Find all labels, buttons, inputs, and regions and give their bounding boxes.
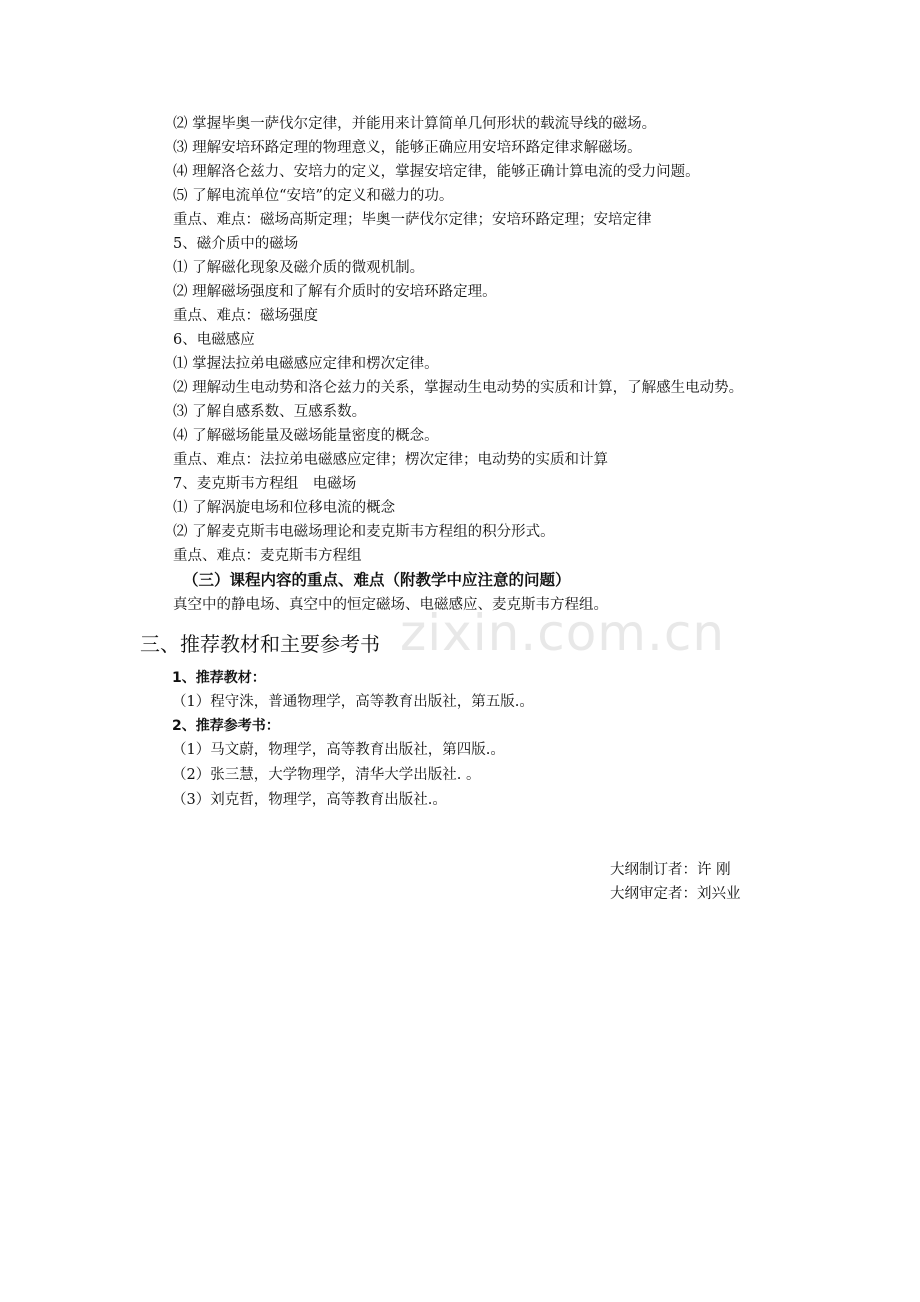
reference-item: （1）马文蔚，物理学，高等教育出版社，第四版.。	[172, 742, 505, 758]
key-points: 重点、难点：法拉弟电磁感应定律；楞次定律；电动势的实质和计算	[173, 452, 608, 468]
reference-label: 2、推荐参考书：	[172, 718, 280, 734]
list-item: ⑷ 了解磁场能量及磁场能量密度的概念。	[173, 428, 439, 444]
focus-body: 真空中的静电场、真空中的恒定磁场、电磁感应、麦克斯韦方程组。	[173, 597, 608, 613]
author-signature: 大纲制订者：许 刚	[610, 862, 731, 878]
key-points: 重点、难点：磁场强度	[173, 308, 318, 324]
textbook-label: 1、推荐教材：	[172, 670, 266, 686]
list-item: ⑸ 了解电流单位“安培”的定义和磁力的功。	[173, 188, 454, 204]
section-heading: 5、磁介质中的磁场	[173, 236, 299, 252]
textbook-item: （1）程守洙，普通物理学，高等教育出版社，第五版.。	[172, 694, 534, 710]
list-item: ⑵ 了解麦克斯韦电磁场理论和麦克斯韦方程组的积分形式。	[173, 524, 555, 540]
section-heading: 7、麦克斯韦方程组 电磁场	[173, 476, 357, 492]
list-item: ⑴ 掌握法拉弟电磁感应定律和楞次定律。	[173, 356, 439, 372]
key-points: 重点、难点：磁场高斯定理；毕奥一萨伐尔定律；安培环路定理；安培定律	[173, 212, 652, 228]
watermark: zixin.com.cn	[400, 604, 726, 662]
section-heading: 6、电磁感应	[173, 332, 255, 348]
list-item: ⑶ 理解安培环路定理的物理意义，能够正确应用安培环路定律求解磁场。	[173, 140, 642, 156]
reference-item: （3）刘克哲，物理学，高等教育出版社.。	[172, 792, 447, 808]
list-item: ⑴ 了解磁化现象及磁介质的微观机制。	[173, 260, 425, 276]
list-item: ⑵ 理解磁场强度和了解有介质时的安培环路定理。	[173, 284, 497, 300]
page-heading: 三、推荐教材和主要参考书	[140, 632, 380, 656]
focus-heading: （三）课程内容的重点、难点（附教学中应注意的问题）	[183, 571, 571, 589]
reference-item: （2）张三慧，大学物理学，清华大学出版社. 。	[172, 767, 481, 783]
list-item: ⑵ 掌握毕奥一萨伐尔定律，并能用来计算简单几何形状的载流导线的磁场。	[173, 116, 657, 132]
key-points: 重点、难点：麦克斯韦方程组	[173, 548, 362, 564]
reviewer-signature: 大纲审定者：刘兴业	[610, 886, 741, 902]
list-item: ⑵ 理解动生电动势和洛仑兹力的关系，掌握动生电动势的实质和计算，了解感生电动势。	[173, 380, 744, 396]
list-item: ⑷ 理解洛仑兹力、安培力的定义，掌握安培定律，能够正确计算电流的受力问题。	[173, 164, 700, 180]
list-item: ⑶ 了解自感系数、互感系数。	[173, 404, 367, 420]
list-item: ⑴ 了解涡旋电场和位移电流的概念	[173, 500, 396, 516]
